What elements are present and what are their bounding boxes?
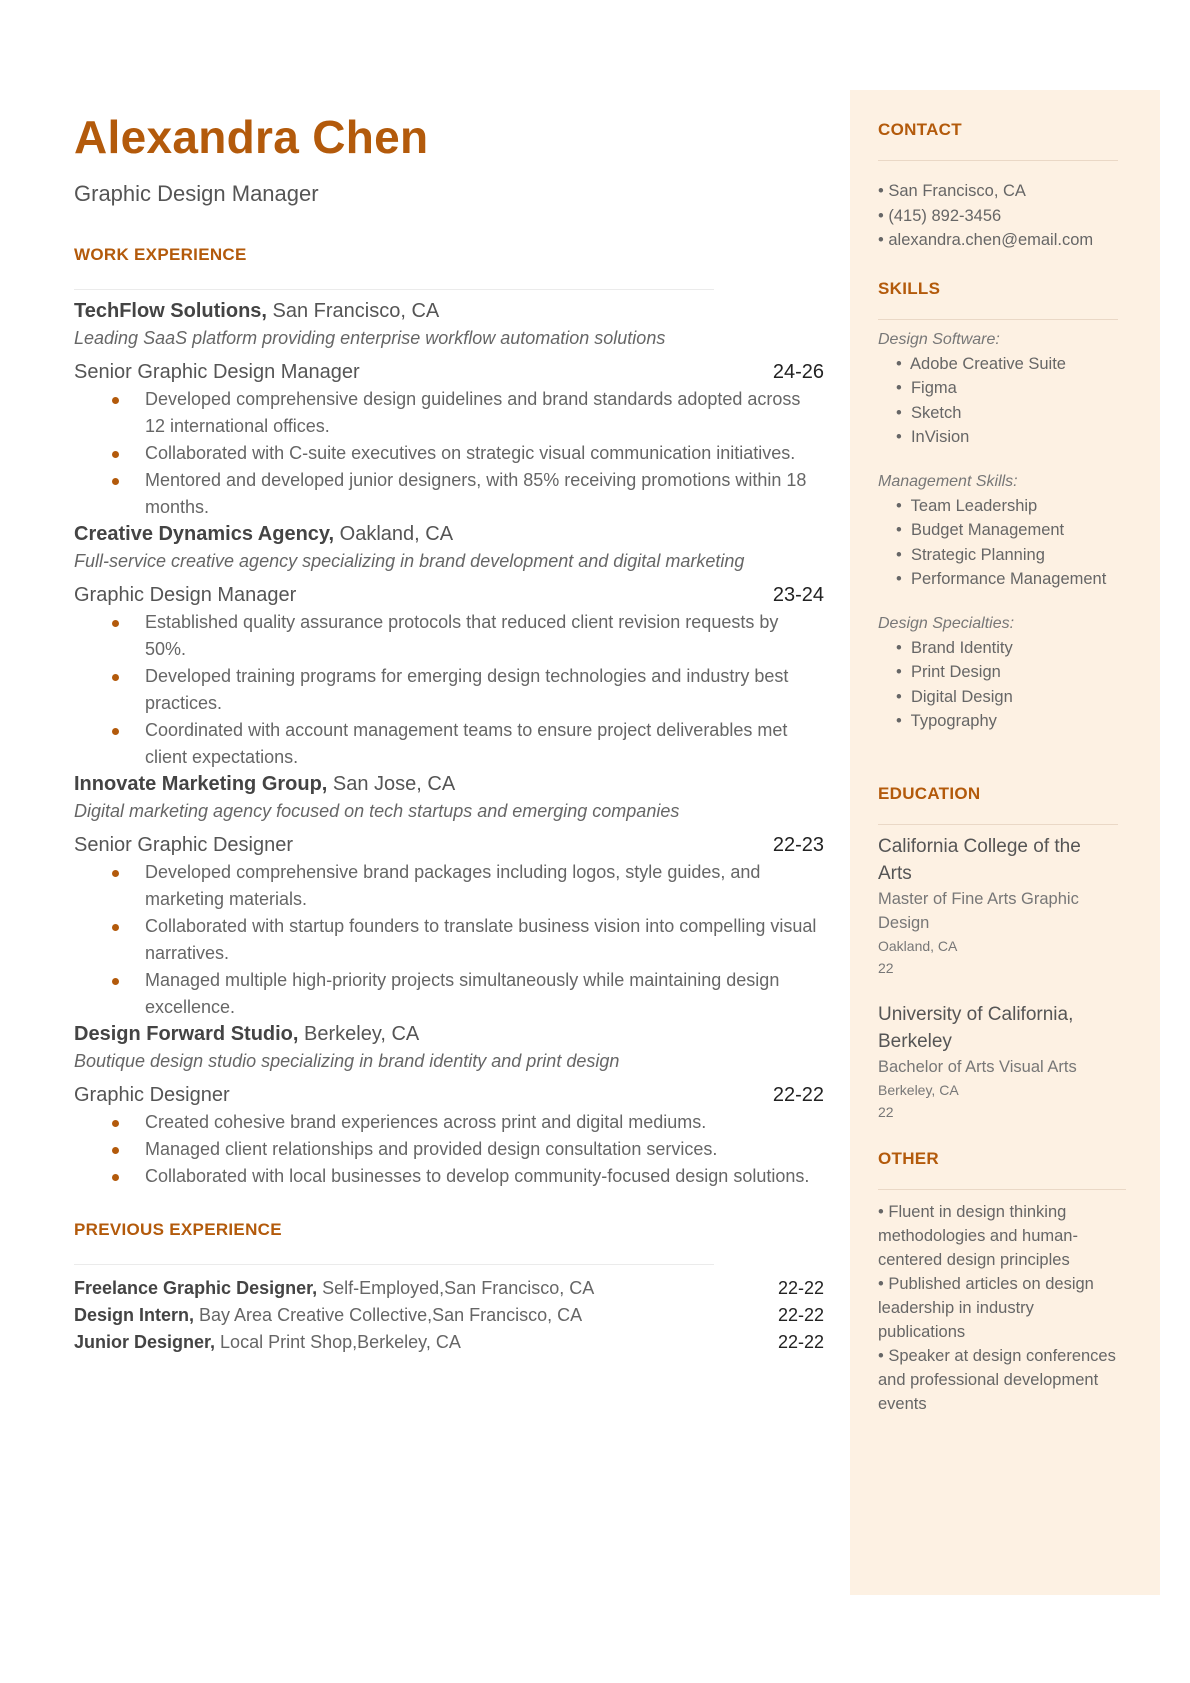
job-role-row [74,1084,824,1107]
previous-experience-heading: PREVIOUS EXPERIENCE [74,1219,282,1239]
education-year: 22 [878,959,894,976]
previous-place: Bay Area Creative Collective,San Francisco, CA [194,1304,583,1325]
job-description: Boutique design studio specializing in brand identity and print design [74,1050,620,1071]
job-bullets [74,609,824,771]
skill-group-list [878,636,1118,734]
job-bullet: Collaborated with startup founders to translate business vision into compelling visual narratives. [112,913,824,967]
skill-item: • Figma [896,379,957,397]
job-bullet: Established quality assurance protocols that reduced client revision requests by 50%. [112,609,824,663]
skills-heading: SKILLS [878,278,941,298]
job-bullet: Coordinated with account management teams to ensure project deliverables met client expectations. [112,717,824,771]
previous-dates: 22-22 [777,1331,824,1352]
contact-item-location: • San Francisco, CA [878,182,1026,200]
previous-dates: 22-22 [777,1277,824,1298]
previous-role: Design Intern, [74,1304,195,1325]
job-company-line [74,1023,824,1046]
job-role: Senior Graphic Design Manager [74,360,360,383]
skill-item: • InVision [896,428,970,446]
skill-group-label: Management Skills: [878,472,1018,490]
other-item: • Speaker at design conferences and professional development events [878,1346,1116,1413]
previous-experience-divider [74,1264,714,1265]
candidate-name: Alexandra Chen [74,111,429,163]
job-bullet: Managed client relationships and provided design consultation services. [112,1136,824,1163]
previous-item [74,1302,824,1329]
other-list [878,1200,1118,1416]
skill-item: • Team Leadership [896,496,1038,515]
sidebar-content [878,90,1118,1416]
contact-list [878,179,1118,253]
education-year: 22 [878,1103,894,1120]
job-company-line [74,300,824,323]
skill-group-label: Design Specialties: [878,614,1015,632]
education-school: University of California, Berkeley [878,1003,1074,1052]
job-role-row [74,361,824,384]
job-bullet: Created cohesive brand experiences across print and digital mediums. [112,1109,824,1136]
job-description: Digital marketing agency focused on tech startups and emerging companies [74,800,680,821]
skill-item: • Brand Identity [896,638,1013,657]
job-entry [74,773,824,1021]
education-heading: EDUCATION [878,783,981,803]
job-dates: 22-23 [772,833,824,856]
previous-role: Freelance Graphic Designer, [74,1277,318,1298]
job-location: Berkeley, CA [298,1022,420,1045]
skill-group-label: Design Software: [878,330,1000,348]
skill-item: • Strategic Planning [896,545,1045,564]
other-item: • Fluent in design thinking methodologies and human-centered design principles [878,1202,1078,1269]
skill-item: • Print Design [896,663,1001,681]
education-entry [878,833,1118,979]
job-description: Leading SaaS platform providing enterprise workflow automation solutions [74,327,666,348]
education-degree: Bachelor of Arts Visual Arts [878,1057,1077,1076]
job-bullets [74,1109,824,1190]
job-dates: 24-26 [772,360,824,383]
education-degree: Master of Fine Arts Graphic Design [878,889,1079,932]
education-entry [878,1001,1118,1123]
previous-place: Local Print Shop,Berkeley, CA [215,1331,461,1352]
job-role: Graphic Design Manager [74,583,297,606]
job-dates: 22-22 [772,1083,824,1106]
candidate-title: Graphic Design Manager [74,180,319,206]
job-role: Senior Graphic Designer [74,833,293,856]
skill-item: • Adobe Creative Suite [896,354,1066,373]
sidebar [850,90,1160,1595]
job-description: Full-service creative agency specializing in brand development and digital marketing [74,550,745,571]
job-bullet: Mentored and developed junior designers, with 85% receiving promotions within 18 months. [112,467,824,521]
job-role-row [74,584,824,607]
job-dates: 23-24 [772,583,824,606]
job-bullet: Developed training programs for emerging design technologies and industry best practices. [112,663,824,717]
other-item: • Published articles on design leadership in industry publications [878,1274,1094,1341]
previous-item [74,1329,824,1356]
main-column [74,112,824,1356]
skill-group [878,328,1118,450]
education-location: Berkeley, CA [878,1081,959,1098]
job-location: San Jose, CA [327,772,456,795]
job-role-row [74,834,824,857]
previous-place: Self-Employed,San Francisco, CA [317,1277,595,1298]
job-bullets [74,386,824,521]
skill-item: • Budget Management [896,521,1065,539]
job-entry [74,300,824,521]
skill-group-list [878,352,1118,450]
skill-group [878,612,1118,734]
previous-experience-list [74,1275,824,1356]
job-bullets [74,859,824,1021]
job-location: Oakland, CA [334,522,454,545]
contact-divider [878,160,1118,161]
skill-item: • Sketch [896,403,962,422]
job-bullet: Developed comprehensive design guidelines and brand standards adopted across 12 international offices. [112,386,824,440]
contact-heading: CONTACT [878,120,962,139]
job-bullet: Collaborated with local businesses to develop community-focused design solutions. [112,1163,824,1190]
skill-group [878,470,1118,592]
job-location: San Francisco, CA [266,299,440,322]
education-location: Oakland, CA [878,937,958,954]
previous-role: Junior Designer, [74,1331,216,1352]
job-bullet: Developed comprehensive brand packages including logos, style guides, and marketing materials. [112,859,824,913]
skill-item: • Performance Management [896,570,1107,588]
work-experience-heading: WORK EXPERIENCE [74,244,247,264]
previous-dates: 22-22 [777,1304,824,1325]
job-company-line [74,523,824,546]
job-bullet: Managed multiple high-priority projects simultaneously while maintaining design excellence. [112,967,824,1021]
contact-item-email: • alexandra.chen@email.com [878,231,1094,249]
skills-divider [878,319,1118,320]
job-company: Design Forward Studio, [74,1022,299,1045]
job-company: Creative Dynamics Agency, [74,522,335,545]
previous-item [74,1275,824,1302]
education-school: California College of the Arts [878,835,1081,884]
job-entry [74,523,824,771]
job-role: Graphic Designer [74,1083,230,1106]
education-divider [878,824,1118,825]
job-company-line [74,773,824,796]
work-experience-divider [74,289,714,290]
other-heading: OTHER [878,1148,939,1168]
skill-item: • Digital Design [896,687,1013,706]
other-divider [878,1189,1126,1190]
job-company: Innovate Marketing Group, [74,772,328,795]
job-entry [74,1023,824,1190]
skill-item: • Typography [896,712,997,730]
skill-group-list [878,494,1118,592]
job-bullet: Collaborated with C-suite executives on strategic visual communication initiatives. [112,440,824,467]
job-company: TechFlow Solutions, [74,299,267,322]
contact-item-phone: • (415) 892-3456 [878,206,1002,225]
